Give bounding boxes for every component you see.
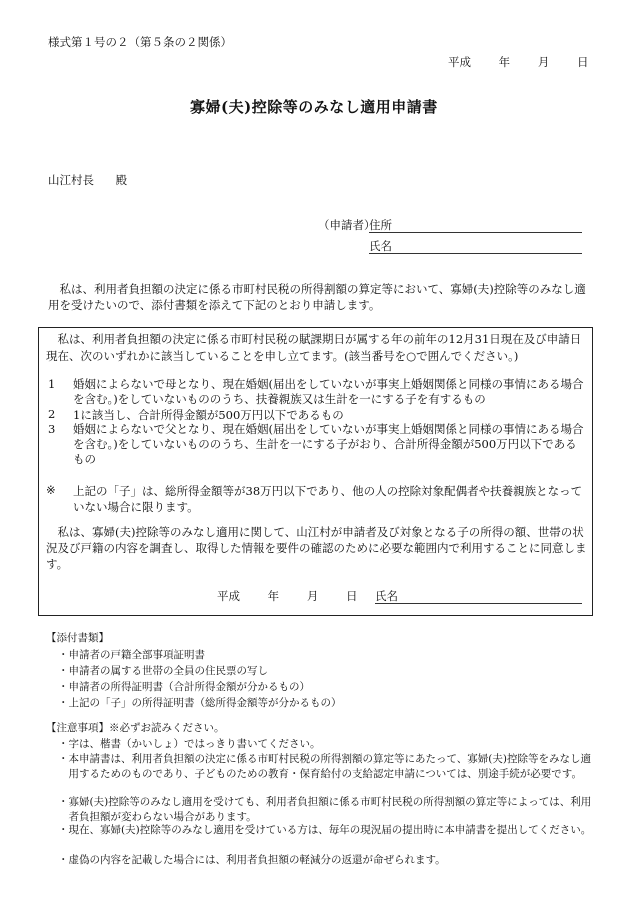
attachment-item: ・申請者の属する世帯の全員の住民票の写し xyxy=(58,665,268,677)
applicant-name-field[interactable] xyxy=(369,238,582,254)
applicant-address-label: 住所 xyxy=(369,218,392,232)
declaration-consent: 私は、寡婦(夫)控除等のみなし適用に関して、山江村が申請者及び対象となる子の所得の額、世帯の状況及び戸籍の内容を調査し、取得した情報を要件の確認のために必要な範囲内で利用することに同意します。 xyxy=(46,525,587,571)
note-item: ・現在、寡婦(夫)控除等のみなし適用を受けている方は、毎年の現況届の提出時に本申請書を提出してください。 xyxy=(58,824,592,836)
form-number: 様式第１号の２（第５条の２関係） xyxy=(48,35,232,49)
notes-heading: 【注意事項】※必ずお読みください。 xyxy=(46,722,225,734)
header-date-year: 年 xyxy=(498,55,511,69)
note-item: ・本申請書は、利用者負担額の決定に係る市町村民税の所得割額の算定等にあたって、寡婦(夫)控除等をみなし適用するためのものであり、子どものための教育・保育給付の支給認定申請については、別途手続が必要です。 xyxy=(58,753,591,780)
intro-paragraph: 私は、利用者負担額の決定に係る市町村民税の所得割額の算定等において、寡婦(夫)控除等のみなし適用を受けたいので、添付書類を添えて下記のとおり申請します。 xyxy=(48,282,586,312)
declaration-item-num-1[interactable]: 1 xyxy=(48,377,56,391)
applicant-address-field[interactable] xyxy=(369,217,582,233)
addressee xyxy=(48,172,127,188)
declaration-date-month: 月 xyxy=(306,589,319,603)
declaration-item-num-3[interactable]: 3 xyxy=(48,422,56,436)
addressee-honorific: 殿 xyxy=(115,173,128,187)
declaration-date-year: 年 xyxy=(267,589,280,603)
header-date-day: 日 xyxy=(576,55,589,69)
declaration-date xyxy=(217,588,357,604)
declaration-item-num-2[interactable]: 2 xyxy=(48,407,56,421)
addressee-name: 山江村長 xyxy=(48,173,94,187)
header-date xyxy=(448,54,588,70)
attachment-item: ・上記の「子」の所得証明書（総所得金額等が分かるもの） xyxy=(58,697,342,709)
attachment-item: ・申請者の戸籍全部事項証明書 xyxy=(58,649,205,661)
applicant-label: （申請者） xyxy=(318,218,376,232)
declaration-date-era: 平成 xyxy=(217,589,240,603)
declaration-lead: 私は、利用者負担額の決定に係る市町村民税の賦課期日が属する年の前年の12月31日現在及び申請日現在、次のいずれかに該当していることを申し立てます。(該当番号を○で囲んでください。) xyxy=(46,332,582,363)
note-item: ・字は、楷書（かいしょ）ではっきり書いてください。 xyxy=(58,738,321,750)
applicant-name-label: 氏名 xyxy=(369,239,392,253)
declaration-item-3: 婚姻によらないで父となり、現在婚姻(届出をしていないが事実上婚姻関係と同様の事情にある場合を含む。)をしていないもののうち、生計を一にする子がおり、合計所得金額が500万円以下であるもの xyxy=(73,422,584,466)
attachment-item: ・申請者の所得証明書（合計所得金額が分かるもの） xyxy=(58,681,310,693)
declaration-item-1: 婚姻によらないで母となり、現在婚姻(届出をしていないが事実上婚姻関係と同様の事情にある場合を含む。)をしていないもののうち、扶養親族又は生計を一にする子を有するもの xyxy=(73,377,584,406)
declaration-box xyxy=(38,327,593,616)
note-item: ・虚偽の内容を記載した場合には、利用者負担額の軽減分の返還が命ぜられます。 xyxy=(58,854,446,866)
declaration-name-field[interactable] xyxy=(375,588,582,604)
header-date-era: 平成 xyxy=(448,55,471,69)
declaration-item-2: 1に該当し、合計所得金額が500万円以下であるもの xyxy=(73,408,344,422)
header-date-month: 月 xyxy=(537,55,550,69)
declaration-name-label: 氏名 xyxy=(375,589,398,603)
declaration-date-day: 日 xyxy=(345,589,358,603)
declaration-note-mark: ※ xyxy=(46,483,56,497)
page-title: 寡婦(夫)控除等のみなし適用申請書 xyxy=(190,98,438,116)
note-item: ・寡婦(夫)控除等のみなし適用を受けても、利用者負担額に係る市町村民税の所得割額の算定等によっては、利用者負担額が変わらない場合があります。 xyxy=(58,796,592,823)
attachments-heading: 【添付書類】 xyxy=(46,632,109,644)
declaration-note: 上記の「子」は、総所得金額等が38万円以下であり、他の人の控除対象配偶者や扶養親族となっていない場合に限ります。 xyxy=(73,484,583,514)
